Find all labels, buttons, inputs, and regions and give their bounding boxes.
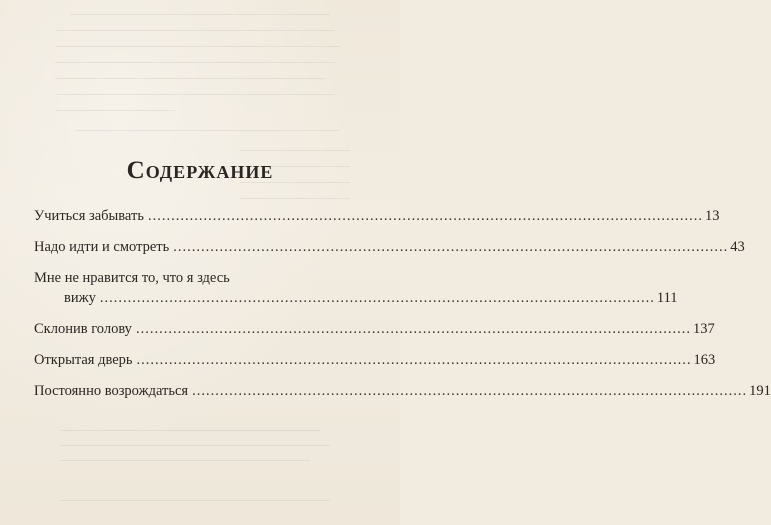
toc-entry-title: Учиться забывать bbox=[34, 208, 144, 224]
dot-leader: ........................................................................................................................ bbox=[147, 208, 703, 224]
toc-entry-title: Склонив голову bbox=[34, 321, 132, 337]
toc-entry-title: Постоянно возрождаться bbox=[34, 383, 189, 399]
toc-entry-page: 137 bbox=[692, 321, 715, 337]
table-of-contents bbox=[34, 206, 771, 412]
toc-entry[interactable] bbox=[34, 237, 745, 257]
page-title: Содержание bbox=[126, 156, 274, 184]
toc-entry[interactable] bbox=[34, 350, 716, 370]
dot-leader: ........................................................................................................................ bbox=[99, 290, 655, 306]
toc-entry[interactable] bbox=[34, 319, 715, 339]
dot-leader: ........................................................................................................................ bbox=[136, 352, 692, 368]
toc-entry-title: Мне не нравится то, что я здесь bbox=[34, 270, 230, 286]
toc-entry-page: 191 bbox=[749, 383, 771, 399]
toc-entry-title-continuation: вижу bbox=[64, 290, 96, 306]
toc-entry-page: 13 bbox=[704, 208, 720, 224]
toc-entry-title: Надо идти и смотреть bbox=[34, 239, 170, 255]
toc-entry-page: 43 bbox=[730, 239, 745, 255]
dot-leader: ........................................................................................................................ bbox=[192, 383, 748, 399]
toc-entry-title: Открытая дверь bbox=[34, 352, 133, 368]
dot-leader: ........................................................................................................................ bbox=[135, 321, 691, 337]
toc-entry[interactable] bbox=[34, 381, 771, 401]
dot-leader: ........................................................................................................................ bbox=[173, 239, 729, 255]
toc-entry[interactable] bbox=[34, 206, 720, 226]
toc-entry[interactable] bbox=[34, 268, 678, 308]
toc-entry-page: 163 bbox=[693, 352, 716, 368]
toc-entry-page: 111 bbox=[656, 290, 678, 306]
